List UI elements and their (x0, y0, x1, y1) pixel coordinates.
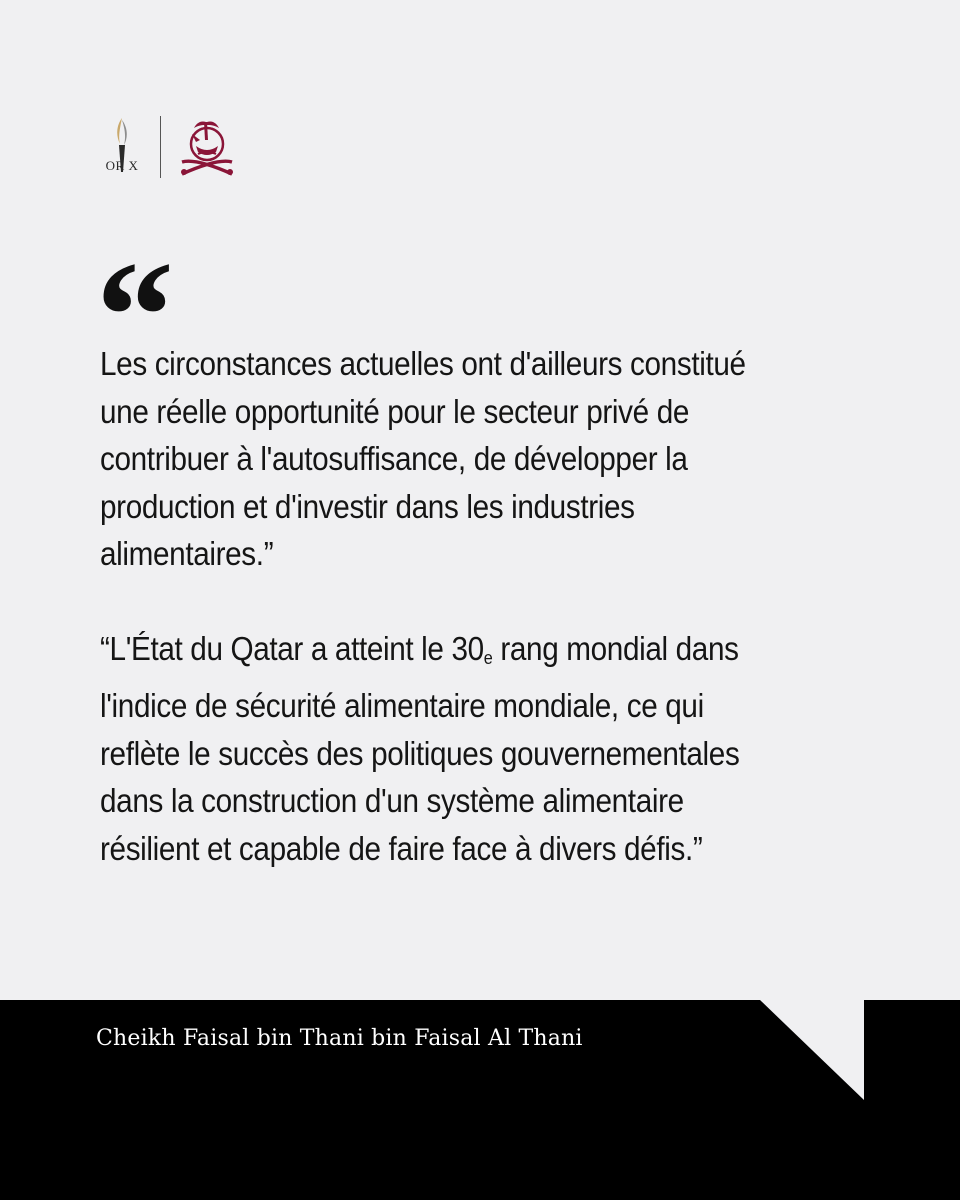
speech-bubble-notch (760, 1000, 866, 1102)
oryx-logo-text: OR X (105, 158, 139, 173)
quote-paragraph-1: Les circonstances actuelles ont d'ailleurs constitué une réelle opportunité pour le secteur privé de contribuer à l'autosuffisance, de développer la production et d'investir dans les industries alimentaires.” (100, 345, 746, 572)
logo-divider (160, 116, 161, 178)
quote-paragraph-2-end: rang mondial dans l'indice de sécurité alimentaire mondiale, ce qui reflète le succès des politiques gouvernementales dans la construction d'un système alimentaire résilient et capable de faire face à divers défis.” (100, 629, 740, 867)
ordinal-suffix: e (483, 647, 493, 668)
quote-body (100, 340, 748, 872)
qatar-emblem-icon (174, 114, 240, 180)
quote-paragraph-2-start: “L'État du Qatar a atteint le 30 (100, 629, 484, 667)
qatar-emblem (174, 114, 240, 180)
oryx-logo (96, 112, 148, 184)
opening-quote-mark: “ (96, 229, 174, 402)
speaker-name: Cheikh Faisal bin Thani bin Faisal Al Thani (96, 1026, 583, 1051)
quote-paragraph-2 (100, 625, 748, 873)
